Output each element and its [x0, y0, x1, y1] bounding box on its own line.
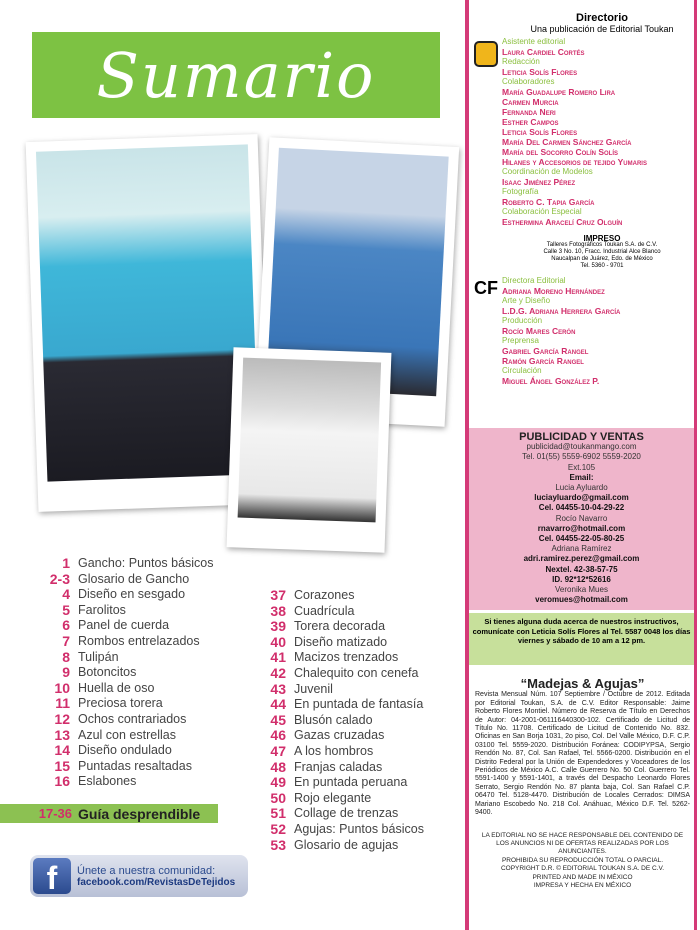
toc-number: 6 — [62, 617, 70, 634]
ads-line: Adriana Ramírez — [551, 544, 612, 554]
toc-item[interactable] — [0, 774, 214, 790]
toc-label: Huella de oso — [78, 680, 155, 695]
toc-number: 37 — [270, 587, 286, 603]
directory-role: Directora Editorial — [502, 276, 566, 285]
toc-number: 11 — [55, 695, 70, 712]
toc-item[interactable] — [258, 650, 424, 666]
toc-item[interactable] — [258, 728, 424, 744]
toc-number: 12 — [54, 710, 70, 727]
toc-item[interactable] — [0, 556, 214, 572]
disclaimer-line: COPYRIGHT D.R. © EDITORIAL TOUKAN S.A. DE C.V. — [500, 865, 665, 873]
disclaimer-line: PROHIBIDA SU REPRODUCCIÓN TOTAL O PARCIAL. — [501, 856, 664, 864]
toc-item[interactable] — [258, 775, 424, 791]
toc-number: 53 — [270, 836, 286, 853]
ads-line: Rocío Navarro — [555, 513, 608, 523]
ads-line: luciayluardo@gmail.com — [534, 493, 629, 503]
directory-role: Colaboradores — [502, 77, 555, 86]
toc-label: Juvenil — [294, 681, 333, 696]
toc-item[interactable] — [0, 743, 214, 759]
ads-line: veromues@hotmail.com — [535, 595, 628, 605]
disclaimer-line: PRINTED AND MADE IN MÉXICO — [532, 873, 633, 881]
directory-role: Colaboración Especial — [502, 207, 582, 216]
ads-line: Nextel. 42-38-57-75 — [545, 564, 618, 574]
directory-name: Esther Campos — [502, 117, 559, 127]
toc-item[interactable] — [258, 697, 424, 713]
toc-item[interactable] — [258, 588, 424, 604]
toc-label: Gancho: Puntos básicos — [78, 556, 214, 570]
directory-role: Circulación — [502, 366, 542, 375]
toc-label: Eslabones — [78, 774, 137, 789]
toc-item[interactable] — [258, 666, 424, 682]
toc-item[interactable] — [258, 822, 424, 838]
directory-name: Miguel Ángel González P. — [502, 376, 600, 386]
directory-name: Adriana Moreno Hernández — [502, 286, 605, 296]
toc-number: 5 — [62, 601, 70, 618]
directory-name: Roberto C. Tapia García — [502, 197, 595, 207]
directory-name: María del Socorro Colín Solís — [502, 147, 619, 157]
toc-number: 47 — [270, 742, 286, 759]
toc-item[interactable] — [258, 604, 424, 620]
directory-name: Gabriel García Rangel — [502, 346, 589, 356]
toc-item[interactable] — [258, 713, 424, 729]
directory-role: Redacción — [502, 57, 540, 66]
toc-number: 41 — [270, 649, 286, 666]
toc-label: Diseño en sesgado — [78, 587, 186, 602]
toc-item[interactable] — [258, 619, 424, 635]
printer-line: Calle 3 No. 10, Fracc. Industrial Alce Blanco — [543, 249, 661, 255]
toc-item[interactable] — [258, 838, 424, 854]
toc-label: Macizos trenzados — [294, 650, 399, 665]
ads-line: Veronika Mues — [555, 585, 608, 595]
toc-item[interactable] — [0, 759, 214, 775]
printer-line: Tel. 5360 - 9701 — [580, 263, 624, 269]
directory-name: Isaac Jiménez Pérez — [502, 177, 576, 187]
toc-label: Azul con estrellas — [78, 727, 176, 742]
toc-item[interactable] — [0, 681, 214, 697]
toc-item[interactable] — [0, 587, 214, 603]
toc-number: 45 — [270, 711, 286, 728]
ads-title: PUBLICIDAD Y VENTAS — [519, 431, 644, 443]
ads-line: Cel. 04455-22-05-80-25 — [538, 534, 625, 544]
cf-logo: CF — [474, 278, 498, 298]
edge-line — [694, 0, 697, 930]
toc-number: 17-36 — [38, 806, 72, 821]
directory-name: Hilanes y Accesorios de tejido Yumaris — [502, 157, 647, 167]
toc-item[interactable] — [0, 618, 214, 634]
toc-number: 50 — [270, 789, 286, 806]
toc-label: Torera decorada — [294, 619, 386, 634]
toc-item[interactable] — [258, 806, 424, 822]
toc-label: Cuadrícula — [294, 603, 355, 618]
disclaimer-line: IMPRESA Y HECHA EN MÉXICO — [533, 881, 632, 889]
toc-item[interactable] — [258, 791, 424, 807]
toc-number: 48 — [270, 758, 286, 775]
directory-name: Rocío Mares Cerón — [502, 326, 576, 336]
toukan-logo — [474, 41, 498, 67]
printer-info: IMPRESO Talleres Fotográficos Toukan S.A. de C.V. Calle 3 No. 10, Fracc. Industrial Alce Blanco Naucalpan de Juárez, Edo. de México Tel. 5360 - 9701 — [510, 235, 694, 270]
toc-label: Franjas caladas — [294, 759, 383, 774]
toc-item[interactable] — [0, 665, 214, 681]
toc-label: Ochos contrariados — [78, 711, 187, 726]
toc-item[interactable] — [0, 603, 214, 619]
toc-label: En puntada de fantasía — [294, 697, 424, 712]
toc-number: 51 — [270, 805, 286, 822]
directory-name: Leticia Solís Flores — [502, 127, 578, 137]
toc-label: Rombos entrelazados — [78, 633, 200, 648]
directory-title: Directorio — [576, 12, 628, 24]
toc-item[interactable] — [258, 760, 424, 776]
toc-number: 52 — [270, 820, 286, 837]
toc-label: Farolitos — [78, 602, 126, 617]
ads-line: Cel. 04455-10-04-29-22 — [538, 503, 625, 513]
title-banner — [32, 32, 440, 118]
disclaimer-line: LA EDITORIAL NO SE HACE RESPONSABLE DEL CONTENIDO DE LOS ANUNCIOS NI DE OFERTAS REALIZADAS POR LOS ANUNCIANTES. — [481, 831, 684, 856]
directory-name: Laura Cardiel Cortés — [502, 47, 585, 57]
toc-number: 43 — [270, 680, 286, 697]
directory-name: L.D.G. Adriana Herrera García — [502, 306, 621, 316]
ads-line: Tel. 01(55) 5559-6902 5559-2020 — [522, 452, 641, 462]
toc-label: Diseño matizado — [294, 634, 388, 649]
toc-label: Chalequito con cenefa — [294, 665, 419, 680]
toc-label: Rojo elegante — [294, 790, 372, 805]
toc-right — [258, 588, 424, 853]
directory-name: Fernanda Neri — [502, 107, 556, 117]
facebook-banner[interactable] — [30, 855, 248, 897]
directory-subtitle: Una publicación de Editorial Toukan — [530, 24, 674, 34]
legal-info — [475, 676, 690, 890]
toc-guide[interactable] — [0, 804, 218, 823]
toc-item[interactable] — [0, 634, 214, 650]
magazine-name: “Madejas & Agujas” — [520, 676, 645, 691]
directory-role: Producción — [502, 316, 543, 325]
ads-line: Lucia Ayluardo — [555, 483, 608, 493]
toc-label: Glosario de Gancho — [78, 571, 190, 586]
toc-number: 46 — [270, 727, 286, 744]
toc-label: Blusón calado — [294, 712, 373, 727]
toc-item[interactable] — [0, 712, 214, 728]
toc-number: 8 — [62, 648, 70, 665]
toc-item[interactable] — [0, 696, 214, 712]
toc-item[interactable] — [258, 744, 424, 760]
directory-role: Preprensa — [502, 336, 539, 345]
directory-name: María Del Carmen Sánchez García — [502, 137, 632, 147]
toc-number: 4 — [62, 586, 70, 603]
toc-number: 49 — [270, 774, 286, 791]
toc-label: En puntada peruana — [294, 775, 408, 790]
toc-number: 16 — [54, 773, 70, 790]
toc-label: Panel de cuerda — [78, 618, 170, 633]
advertising-sales — [469, 428, 694, 610]
ads-line: Email: — [569, 472, 594, 482]
directory-name: Carmen Murcia — [502, 97, 559, 107]
toc-number: 38 — [270, 602, 286, 619]
directory-name: Esthermina Aracelí Cruz Olguín — [502, 217, 623, 227]
toc-item[interactable] — [0, 728, 214, 744]
toc-item[interactable] — [0, 650, 214, 666]
toc-number: 1 — [62, 555, 70, 571]
toc-number: 40 — [270, 633, 286, 650]
toc-number: 10 — [54, 679, 70, 696]
toc-item[interactable] — [0, 572, 214, 588]
directory-name: Leticia Solís Flores — [502, 67, 578, 77]
ads-line: rnavarro@hotmail.com — [537, 523, 626, 533]
toc-number: 44 — [270, 696, 286, 713]
toc-number: 15 — [54, 757, 70, 774]
toc-label: Glosario de agujas — [294, 837, 399, 852]
ads-line: ID. 92*12*52616 — [552, 574, 611, 584]
directory-role: Coordinación de Modelos — [502, 167, 593, 176]
printer-line: Talleres Fotográficos Toukan S.A. de C.V. — [546, 242, 658, 248]
toc-label: Guía desprendible — [78, 805, 201, 822]
toc-number: 14 — [54, 742, 70, 759]
toc-label: Gazas cruzadas — [294, 728, 385, 743]
toc-number: 2-3 — [49, 570, 70, 587]
toc-item[interactable] — [258, 635, 424, 651]
ads-line: adri.ramirez.perez@gmail.com — [523, 554, 640, 564]
toc-label: Tulipán — [78, 649, 119, 664]
directory-role: Fotografía — [502, 187, 539, 196]
printer-line: Naucalpan de Juárez, Edo. de México — [551, 256, 653, 262]
page-title: Sumario — [96, 38, 376, 112]
directory-role: Arte y Diseño — [502, 296, 551, 305]
toc-label: Botoncitos — [78, 665, 137, 680]
toc-label: A los hombros — [294, 743, 374, 758]
toc-label: Collage de trenzas — [294, 806, 399, 821]
toc-label: Puntadas resaltadas — [78, 758, 192, 773]
facebook-link[interactable]: facebook.com/RevistasDeTejidos — [77, 876, 236, 888]
directory-name: María Guadalupe Romero Lira — [502, 87, 616, 97]
toc-left — [0, 556, 214, 790]
ads-line: Ext.105 — [567, 462, 596, 472]
ads-line: publicidad@toukanmango.com — [526, 442, 637, 452]
toc-number: 13 — [54, 726, 70, 743]
toc-label: Agujas: Puntos básicos — [294, 821, 424, 836]
photo-white-poncho — [227, 347, 392, 552]
directory-name: Ramón García Rangel — [502, 356, 584, 366]
toc-number: 9 — [62, 664, 70, 681]
toc-label: Preciosa torera — [78, 696, 163, 711]
toc-item[interactable] — [258, 682, 424, 698]
toc-label: Diseño ondulado — [78, 743, 172, 758]
toc-number: 42 — [270, 664, 286, 681]
toc-number: 39 — [270, 618, 286, 635]
facebook-icon: f — [33, 858, 71, 894]
help-notice: Si tienes alguna duda acerca de nuestros instructivos, comunícate con Leticia Solís Flores al Tel. 5587 0048 los días viernes y sábado de 10 am a 12 pm. — [469, 613, 694, 665]
toc-number: 7 — [62, 632, 70, 649]
directory-role: Asistente editorial — [502, 37, 566, 46]
toc-label: Corazones — [294, 588, 355, 602]
directory — [470, 12, 694, 386]
facebook-text: Únete a nuestra comunidad: — [77, 864, 216, 877]
legal-body: Revista Mensual Núm. 107 Septiembre / Octubre de 2012. Editada por Editorial Toukan, S.A. de C.V. Editor Responsable: Jaime Roberto Flores Montiel. Número de Reserva de Título en Derechos de Autor: 04-2001-061116440300-102. Certificado de Licitud de Título No. 11708. Certificado de Licitud de Contenido No. 832. Oficinas en San Borja 1031, 2o piso, Col. Del Valle México, D.F. C.P. 03100 Tel. 5559-2020. Distribución Foránea: CODIPYPSA, Sergio Rendón No. 87, Col. San Rafael, Tel. 5566-0200. Distribución en el Distrito Federal por la Unión de Expendedores y Voceadores de los Periódicos de México A.C. Calle Guerrero No. 50 Col. Guerrero Tel. 5591-1400 y 5591-1401, a través del Despacho Leonardo Flores Serrato, Sergio Rendón No. 87 planta baja, Col. San Rafael C.P. 06470 Tel. 5128-4470. Distribución de Locales Cerrados: DIMSA Mariano Escobedo No. 218 Col. Anáhuac, México D.F. Tel. 5262-9400. — [475, 691, 690, 817]
